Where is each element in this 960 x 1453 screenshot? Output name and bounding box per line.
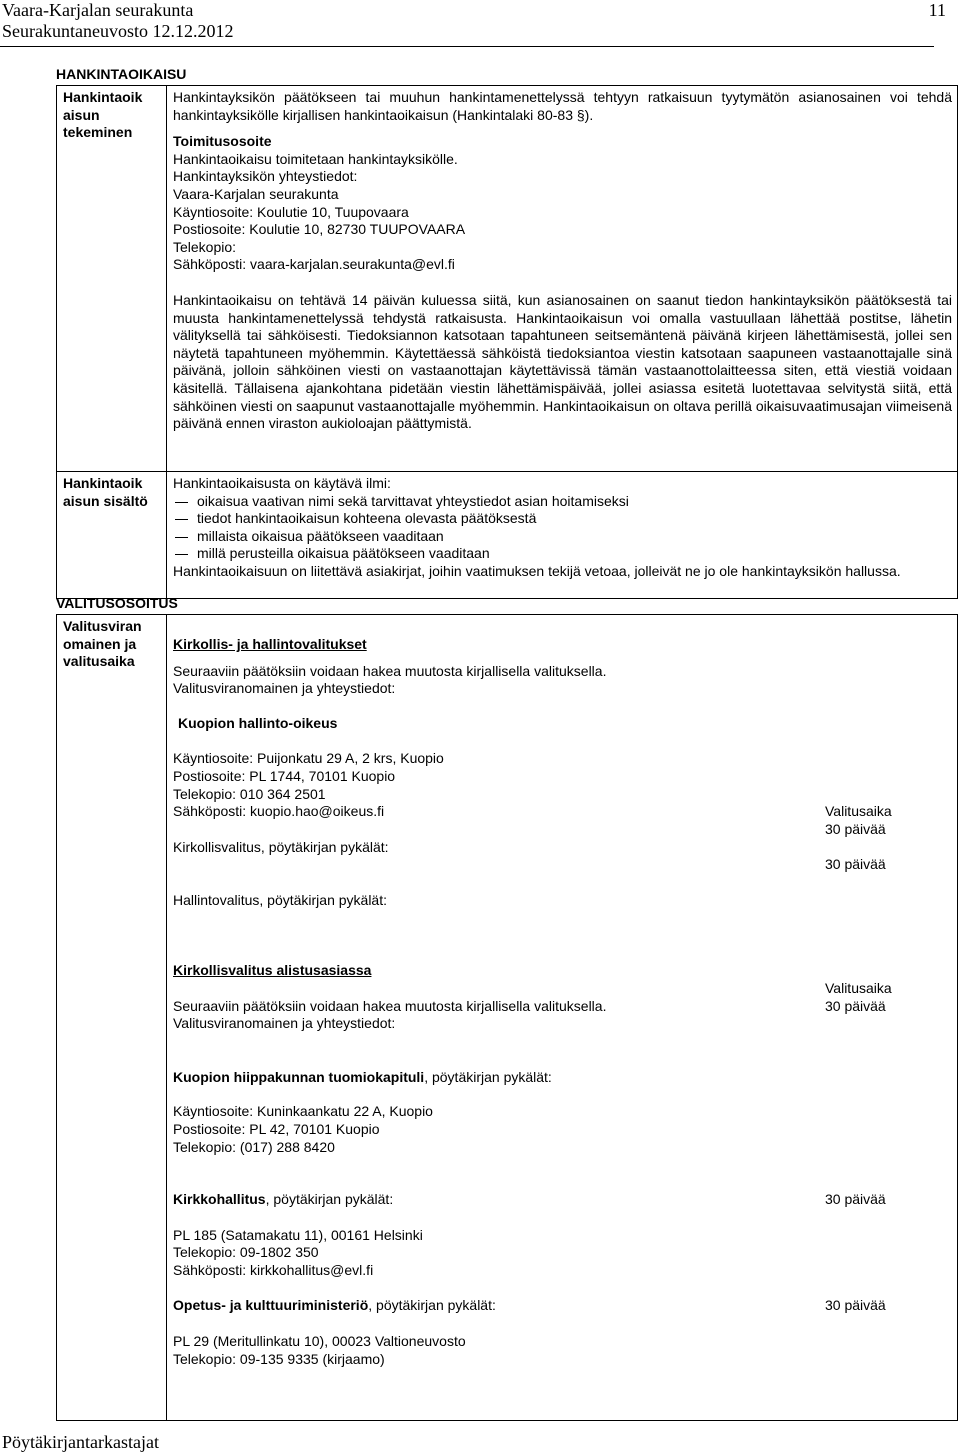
ministerio-row: [173, 1297, 952, 1315]
content-end: Hankintaoikaisuun on liitettävä asiakirjat, joihin vaatimuksen tekijä vetoaa, jolleivät ne jo ole hankintayksikön hallussa.: [173, 562, 901, 579]
court-address: Käyntiosoite: Puijonkatu 29 A, 2 krs, Kuopio: [173, 750, 444, 767]
address-line: Käyntiosoite: Koulutie 10, Tuupovaara: [173, 203, 409, 220]
kirkkohallitus-address: Sähköposti: kirkkohallitus@evl.fi: [173, 1261, 374, 1278]
list-item: oikaisua vaativan nimi sekä tarvittavat yhteystiedot asian hoitamiseksi: [173, 493, 952, 511]
header-meeting: Seurakuntaneuvosto 12.12.2012: [2, 21, 234, 41]
address-title: Toimitusosoite: [173, 133, 272, 150]
address-line: Telekopio:: [173, 238, 237, 255]
heading-kirkollis-hallintovalitukset: Kirkollis- ja hallintovalitukset: [173, 636, 367, 652]
table-row: [57, 472, 958, 599]
tuomiokapituli-address: Käyntiosoite: Kuninkaankatu 22 A, Kuopio: [173, 1103, 433, 1120]
row-content-valitus: [167, 615, 958, 1421]
heading-alistusasia: Kirkollisvalitus alistusasiassa: [173, 961, 372, 978]
court-email: Sähköposti: kuopio.hao@oikeus.fi: [173, 803, 385, 820]
table-row: [57, 86, 958, 472]
ministerio-address: PL 29 (Meritullinkatu 10), 00023 Valtioneuvosto: [173, 1333, 466, 1350]
ministerio-days: 30 päivää: [825, 1297, 886, 1314]
s2-text-row: [173, 998, 952, 1016]
page-footer: Pöytäkirjantarkastajat: [2, 1432, 159, 1452]
valitusaika-label: Valitusaika: [825, 803, 892, 820]
s2-valitusaika-label: Valitusaika: [825, 979, 892, 996]
tuomiokapituli-name: Kuopion hiippakunnan tuomiokapituli: [173, 1068, 425, 1085]
header-divider: [0, 46, 934, 47]
court-days-row: [173, 821, 952, 839]
content-intro: Hankintaoikaisusta on käytävä ilmi:: [173, 475, 391, 491]
table-row: [57, 615, 958, 1421]
address-line: Hankintaoikaisu toimitetaan hankintayksikölle.: [173, 150, 458, 167]
row-label-sisalto: Hankintaoik aisun sisältö: [57, 472, 167, 599]
deadline-paragraph: Hankintaoikaisu on tehtävä 14 päivän kuluessa siitä, kun asianosainen on saanut tiedon hankintayksikön päätöksestä tai muusta hankintamenettelyssä tehdystä ratkaisusta. Hankintaoikaisun voi omalla vastuullaan lähettää postitse, lähetin välityksellä tai sähköisesti. Tiedoksiannon katsotaan tapahtuneen seitsemäntenä päivänä kirjeen lähettämisestä, jollei sen näytetä tapahtuneen myöhemmin. Käytettäessä sähköistä tiedoksiantoa viestin katsotaan saapuneen vastaanottajalle sinä päivänä, jolloin sähköinen viesti on vastaanottajan käytettävissä tämän vastaanottolaitteessa siten, että viestiä voidaan käsitellä. Tällaisena ajankohtana pidetään viestin lähettämispäivää, jollei asiassa esitetä luotettavaa selvitystä siitä, että sähköinen viesti on saapunut vastaanottajalle myöhemmin. Hankintaoikaisun on oltava perillä oikaisuvaatimusajan viimeisenä päivänä ennen viraston aukioloajan päättymistä.: [173, 291, 952, 432]
tuomiokapituli-address: Telekopio: (017) 288 8420: [173, 1138, 335, 1155]
court-address: Postiosoite: PL 1744, 70101 Kuopio: [173, 767, 396, 784]
valitusosoitus-table: [56, 614, 958, 1421]
text-line: Valitusviranomainen ja yhteystiedot:: [173, 1015, 396, 1032]
kirkkohallitus-address: PL 185 (Satamakatu 11), 00161 Helsinki: [173, 1226, 423, 1243]
list-item: tiedot hankintaoikaisun kohteena olevasta päätöksestä: [173, 510, 952, 528]
address-line: Vaara-Karjalan seurakunta: [173, 185, 339, 202]
text-line: Seuraaviin päätöksiin voidaan hakea muutosta kirjallisella valituksella.: [173, 997, 607, 1014]
valitusaika-days: 30 päivää: [825, 820, 886, 837]
kirkollisvalitus-line: Kirkollisvalitus, pöytäkirjan pykälät:: [173, 838, 389, 855]
ministerio-suffix: , pöytäkirjan pykälät:: [368, 1297, 496, 1314]
tuomiokapituli-address: Postiosoite: PL 42, 70101 Kuopio: [173, 1120, 380, 1137]
address-line: Hankintayksikön yhteystiedot:: [173, 168, 358, 185]
ministerio-address: Telekopio: 09-135 9335 (kirjaamo): [173, 1350, 385, 1367]
kirkkohallitus-address: Telekopio: 09-1802 350: [173, 1244, 319, 1261]
row-label-valitus: Valitusviran omainen ja valitusaika: [57, 615, 167, 1421]
header-org: Vaara-Karjalan seurakunta: [2, 0, 194, 20]
list-item: millä perusteilla oikaisua päätökseen vaaditaan: [173, 545, 952, 563]
row-content-sisalto: [167, 472, 958, 599]
tuomiokapituli-line: [173, 1069, 952, 1087]
kirkollisvalitus-days: 30 päivää: [825, 856, 886, 873]
tuomiokapituli-suffix: , pöytäkirjan pykälät:: [424, 1068, 552, 1085]
row-content-tekeminen: [167, 86, 958, 472]
section-title-valitusosoitus: VALITUSOSOITUS: [56, 595, 178, 611]
list-item: millaista oikaisua päätökseen vaaditaan: [173, 528, 952, 546]
ministerio-name: Opetus- ja kulttuuriministeriö: [173, 1297, 369, 1314]
s2-valitusaika-days: 30 päivää: [825, 997, 886, 1014]
kirkkohallitus-suffix: , pöytäkirjan pykälät:: [265, 1191, 394, 1208]
hallintovalitus-line: Hallintovalitus, pöytäkirjan pykälät:: [173, 892, 387, 909]
s2-valitusaika-row: [173, 980, 952, 998]
text-line: Seuraaviin päätöksiin voidaan hakea muutosta kirjallisella valituksella.: [173, 662, 607, 679]
court-name: Kuopion hallinto-oikeus: [178, 714, 338, 731]
address-line: Postiosoite: Koulutie 10, 82730 TUUPOVAARA: [173, 221, 466, 238]
row-label-tekeminen: Hankintaoik aisun tekeminen: [57, 86, 167, 472]
hankintaoikaisu-table: [56, 85, 958, 599]
kirk-days-row: [173, 856, 952, 874]
page-header-left: [2, 0, 233, 42]
court-email-row: [173, 803, 952, 821]
court-address: Telekopio: 010 364 2501: [173, 785, 326, 802]
kirkkohallitus-row: [173, 1191, 952, 1209]
address-email: Sähköposti: vaara-karjalan.seurakunta@evl.fi: [173, 256, 455, 273]
intro-paragraph: Hankintayksikön päätökseen tai muuhun hankintamenettelyssä tehtyyn ratkaisuun tyytymätön asianosainen voi tehdä hankintayksikölle kirjallisen hankintaoikaisun (Hankintalaki 80-83 §).: [173, 89, 952, 123]
text-line: Valitusviranomainen ja yhteystiedot:: [173, 680, 396, 697]
kirkkohallitus-name: Kirkkohallitus: [173, 1191, 266, 1208]
kirkkohallitus-days: 30 päivää: [825, 1191, 886, 1208]
page-number: 11: [928, 0, 946, 20]
section-title-hankintaoikaisu: HANKINTAOIKAISU: [56, 66, 187, 82]
